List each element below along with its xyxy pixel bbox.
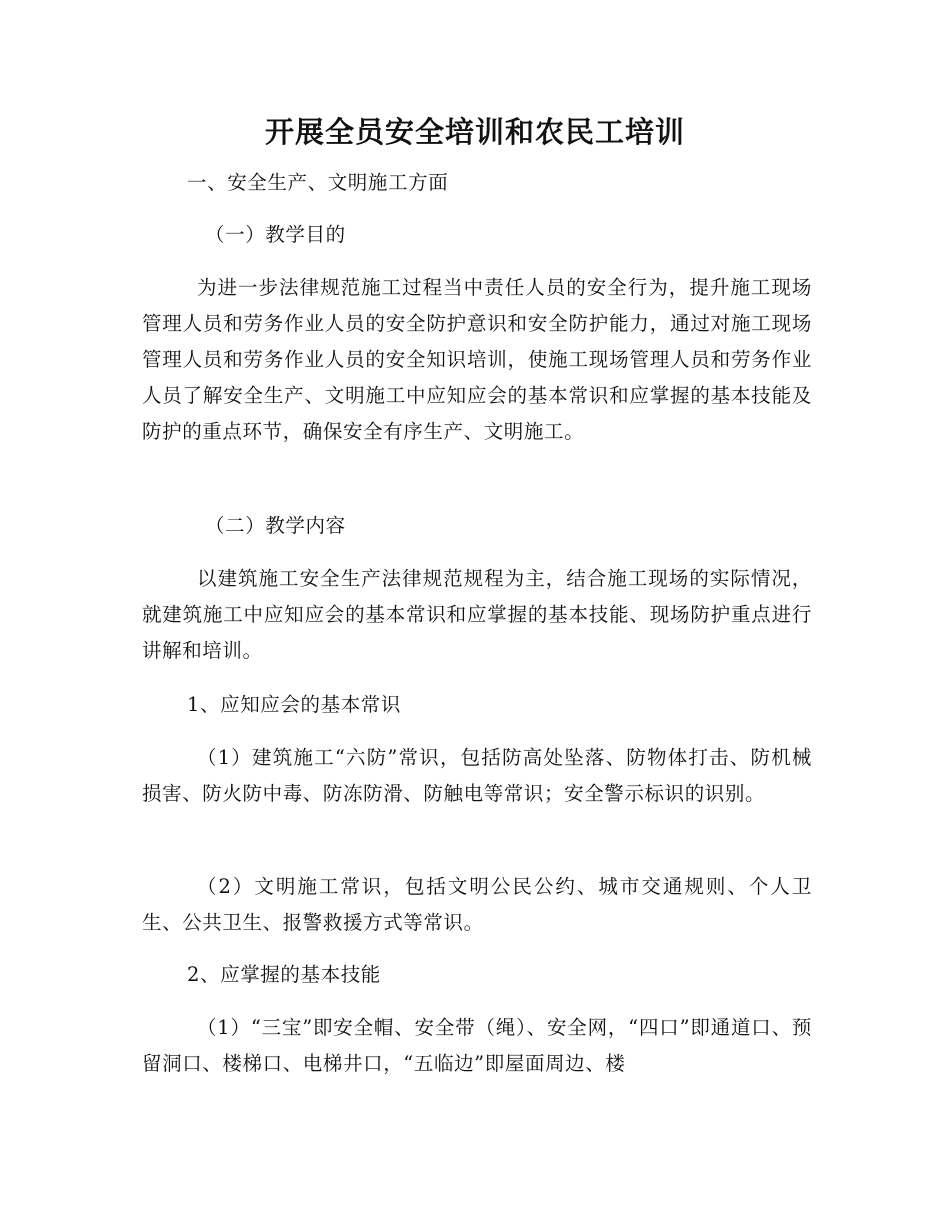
item-heading-basic-knowledge: 1、应知应会的基本常识 bbox=[187, 693, 402, 716]
paragraph-civilized-construction: （2）文明施工常识，包括文明公民公约、城市交通规则、个人卫生、公共卫生、报警救援方式等常识。 bbox=[142, 875, 812, 934]
paragraph-teaching-purpose: 为进一步法律规范施工过程当中责任人员的安全行为，提升施工现场管理人员和劳务作业人员的安全防护意识和安全防护能力，通过对施工现场管理人员和劳务作业人员的安全知识培训，使施工现场管理人员和劳务作业人员了解安全生产、文明施工中应知应会的基本常识和应掌握的基本技能及防护的重点环节，确保安全有序生产、文明施工。 bbox=[142, 276, 812, 443]
section-heading-safety-production: 一、安全生产、文明施工方面 bbox=[187, 171, 449, 194]
paragraph-three-treasures: （1）“三宝”即安全帽、安全带（绳）、安全网，“四口”即通道口、预留洞口、楼梯口、电梯井口，“五临边”即屋面周边、楼 bbox=[142, 1016, 812, 1075]
paragraph-six-preventions: （1）建筑施工“六防”常识，包括防高处坠落、防物体打击、防机械损害、防火防中毒、防冻防滑、防触电等常识；安全警示标识的识别。 bbox=[142, 746, 812, 805]
item-heading-basic-skills: 2、应掌握的基本技能 bbox=[187, 963, 381, 986]
subsection-heading-teaching-content: （二）教学内容 bbox=[205, 514, 346, 537]
document-title: 开展全员安全培训和农民工培训 bbox=[264, 115, 685, 149]
subsection-heading-teaching-purpose: （一）教学目的 bbox=[205, 223, 346, 246]
paragraph-teaching-content: 以建筑施工安全生产法律规范规程为主，结合施工现场的实际情况，就建筑施工中应知应会的基本常识和应掌握的基本技能、现场防护重点进行讲解和培训。 bbox=[142, 567, 812, 662]
